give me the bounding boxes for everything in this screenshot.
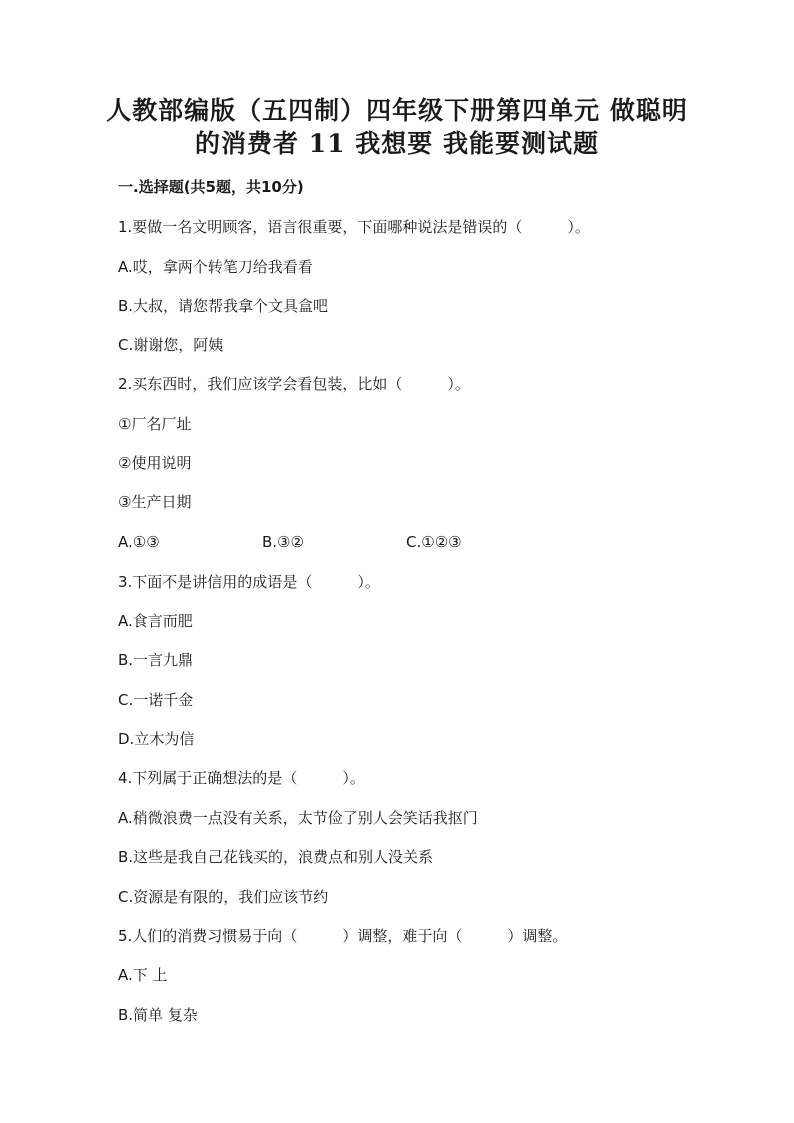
question-5-stem: 5.人们的消费习惯易于向（ ）调整，难于向（ ）调整。 xyxy=(118,927,568,945)
question-2-option-b: B.③② xyxy=(262,533,304,551)
question-1-option-b: B.大叔，请您帮我拿个文具盒吧 xyxy=(118,297,329,315)
question-2-option-a: A.①③ xyxy=(118,533,160,551)
question-3-option-d: D.立木为信 xyxy=(118,730,195,748)
page-title-line1: 人教部编版（五四制）四年级下册第四单元 做聪明 xyxy=(106,96,688,125)
question-5-option-b: B.简单 复杂 xyxy=(118,1006,198,1024)
question-1-stem: 1.要做一名文明顾客，语言很重要，下面哪种说法是错误的（ ）。 xyxy=(118,218,590,236)
question-1-option-c: C.谢谢您，阿姨 xyxy=(118,336,224,354)
question-2-item-1: ①厂名厂址 xyxy=(118,415,192,433)
question-3-option-a: A.食言而肥 xyxy=(118,612,193,630)
question-2-item-3: ③生产日期 xyxy=(118,493,192,511)
question-1-option-a: A.哎，拿两个转笔刀给我看看 xyxy=(118,258,313,276)
question-4-option-c: C.资源是有限的，我们应该节约 xyxy=(118,888,329,906)
question-4-stem: 4.下列属于正确想法的是（ ）。 xyxy=(118,769,365,787)
question-4-option-b: B.这些是我自己花钱买的，浪费点和别人没关系 xyxy=(118,848,434,866)
question-3-stem: 3.下面不是讲信用的成语是（ ）。 xyxy=(118,573,380,591)
question-3-option-b: B.一言九鼎 xyxy=(118,651,194,669)
section-heading: 一.选择题(共5题，共10分) xyxy=(118,178,304,196)
question-4-option-a: A.稍微浪费一点没有关系，太节俭了别人会笑话我抠门 xyxy=(118,809,478,827)
question-2-option-c: C.①②③ xyxy=(406,533,462,551)
question-2-stem: 2.买东西时，我们应该学会看包装，比如（ ）。 xyxy=(118,375,470,393)
question-5-option-a: A.下 上 xyxy=(118,966,168,984)
page-title-line2: 的消费者 11 我想要 我能要测试题 xyxy=(195,129,599,158)
question-3-option-c: C.一诺千金 xyxy=(118,691,194,709)
question-2-item-2: ②使用说明 xyxy=(118,454,192,472)
